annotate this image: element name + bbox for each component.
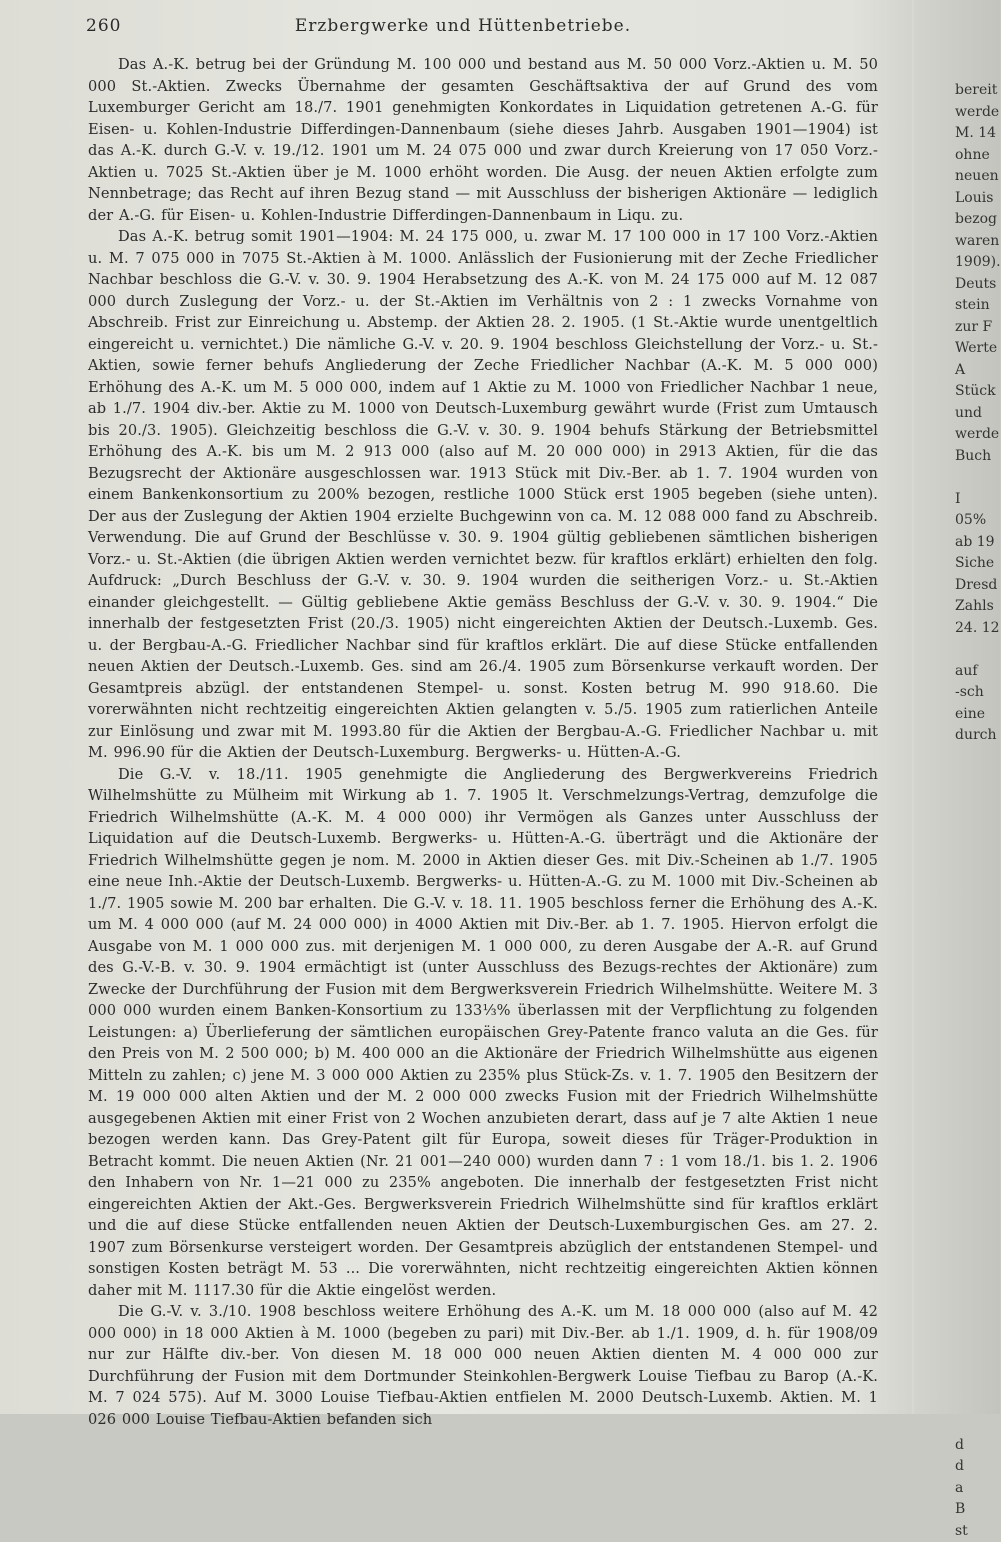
side-fragment: stein bbox=[955, 295, 1000, 317]
side-fragment: 1909). bbox=[955, 252, 1000, 274]
side-fragment bbox=[955, 983, 1000, 1005]
side-fragment: d bbox=[955, 1435, 1000, 1457]
adjacent-page-fragment bbox=[955, 80, 1000, 1380]
side-fragment: 05% bbox=[955, 510, 1000, 532]
side-fragment bbox=[955, 1155, 1000, 1177]
side-fragment: zur F bbox=[955, 317, 1000, 339]
side-fragment bbox=[955, 940, 1000, 962]
side-fragment: eine bbox=[955, 704, 1000, 726]
page-number: 260 bbox=[86, 16, 121, 36]
side-fragment bbox=[955, 1048, 1000, 1070]
side-fragment bbox=[955, 962, 1000, 984]
side-fragment: auf bbox=[955, 661, 1000, 683]
side-fragment bbox=[955, 1069, 1000, 1091]
side-fragment bbox=[955, 1241, 1000, 1263]
running-title: Erzbergwerke und Hüttenbetriebe. bbox=[88, 16, 838, 36]
side-fragment: A bbox=[955, 360, 1000, 382]
side-fragment: -sch bbox=[955, 682, 1000, 704]
side-fragment bbox=[955, 1091, 1000, 1113]
side-fragment bbox=[955, 854, 1000, 876]
paragraph: Die G.-V. v. 18./11. 1905 genehmigte die Angliederung des Bergwerkvereins Friedrich Wilhelmshütte zu Mülheim mit Wirkung ab 1. 7. 1905 lt. Verschmelzungs-Vertrag, demzufolge die Friedrich Wilhelmshütte (A.-K. M. 4 000 000) ihr Vermögen als Ganzes unter Ausschluss der Liquidation auf die Deutsch-Luxemb. Bergwerks- u. Hütten-A.-G. überträgt und die Aktionäre der Friedrich Wilhelmshütte gegen je nom. M. 2000 in Aktien dieser Ges. mit Div.-Scheinen ab 1./7. 1905 eine neue Inh.-Aktie der Deutsch-Luxemb. Bergwerks- u. Hütten-A.-G. zu M. 1000 mit Div.-Scheinen ab 1./7. 1905 sowie M. 200 bar erhalten. Die G.-V. v. 18. 11. 1905 beschloss ferner die Erhöhung des A.-K. um M. 4 000 000 (auf M. 24 000 000) in 4000 Aktien mit Div.-Ber. ab 1. 7. 1905. Hiervon erfolgt die Ausgabe von M. 1 000 000 zus. mit derjenigen M. 1 000 000, zu deren Ausgabe der A.-R. auf Grund des G.-V.-B. v. 30. 9. 1904 ermächtigt ist (unter Ausschluss des Bezugs-rechtes der Aktionäre) zum Zwecke der Durchführung der Fusion mit dem Bergwerksverein Friedrich Wilhelmshütte. Weitere M. 3 000 000 wurden einem Banken-Konsortium zu 133⅓% überlassen mit der Verpflichtung zu folgenden Leistungen: a) Überlieferung der sämtlichen europäischen Grey-Patente franco valuta an die Ges. für den Preis von M. 2 500 000; b) M. 400 000 an die Aktionäre der Friedrich Wilhelmshütte aus eigenen Mitteln zu zahlen; c) jene M. 3 000 000 Aktien zu 235% plus Stück-Zs. v. 1. 7. 1905 den Besitzern der M. 19 000 000 alten Aktien und der M. 2 000 000 zwecks Fusion mit der Friedrich Wilhelmshütte ausgegebenen Aktien mit einer Frist von 2 Wochen anzubieten derart, dass auf je 7 alte Aktien 1 neue bezogen werden kann. Das Grey-Patent gilt für Europa, soweit dieses für Träger-Produktion in Betracht kommt. Die neuen Aktien (Nr. 21 001—240 000) wurden dann 7 : 1 vom 18./1. bis 1. 2. 1906 den Inhabern von Nr. 1—21 000 zu 235% angeboten. Die innerhalb der festgesetzten Frist nicht eingereichten Aktien der Akt.-Ges. Bergwerksverein Friedrich Wilhelmshütte sind für kraftlos erklärt und die auf diese Stücke entfallenden neuen Aktien der Deutsch-Luxemburgischen Ges. am 27. 2. 1907 zum Börsenkurse versteigert worden. Der Gesamtpreis abzüglich der entstandenen Stempel- und sonstigen Kosten beträgt M. 53 ... Die vorerwähnten, nicht rechtzeitig eingereichten Aktien können daher mit M. 1117.30 für die Aktie eingelöst werden. bbox=[88, 764, 878, 1302]
side-fragment bbox=[955, 747, 1000, 769]
side-fragment bbox=[955, 1112, 1000, 1134]
side-fragment bbox=[955, 1177, 1000, 1199]
article-body bbox=[88, 54, 878, 1430]
side-fragment: werde bbox=[955, 424, 1000, 446]
page-gutter bbox=[912, 0, 914, 1414]
side-fragment bbox=[955, 833, 1000, 855]
side-fragment: st bbox=[955, 1521, 1000, 1542]
side-fragment: a bbox=[955, 1478, 1000, 1500]
side-fragment: waren bbox=[955, 231, 1000, 253]
side-fragment bbox=[955, 1263, 1000, 1285]
main-column bbox=[88, 14, 878, 1430]
side-fragment bbox=[955, 639, 1000, 661]
side-fragment: 24. 12 bbox=[955, 618, 1000, 640]
side-fragment bbox=[955, 876, 1000, 898]
side-fragment bbox=[955, 811, 1000, 833]
side-fragment bbox=[955, 790, 1000, 812]
side-fragment: Buch bbox=[955, 446, 1000, 468]
side-fragment bbox=[955, 1284, 1000, 1306]
side-fragment: bezog bbox=[955, 209, 1000, 231]
paragraph: Die G.-V. v. 3./10. 1908 beschloss weitere Erhöhung des A.-K. um M. 18 000 000 (also auf M. 42 000 000) in 18 000 Aktien à M. 1000 (begeben zu pari) mit Div.-Ber. ab 1./1. 1909, d. h. für 1908/09 nur zur Hälfte div.-ber. Von diesen M. 18 000 000 neuen Aktien dienten M. 4 000 000 zur Durchführung der Fusion mit dem Dortmunder Steinkohlen-Bergwerk Louise Tiefbau zu Barop (A.-K. M. 7 024 575). Auf M. 3000 Louise Tiefbau-Aktien entfielen M. 2000 Deutsch-Luxemb. Aktien. M. 1 026 000 Louise Tiefbau-Aktien befanden sich bbox=[88, 1301, 878, 1430]
side-fragment: ohne bbox=[955, 145, 1000, 167]
side-fragment bbox=[955, 1220, 1000, 1242]
side-fragment: Deuts bbox=[955, 274, 1000, 296]
side-fragment bbox=[955, 1327, 1000, 1349]
side-fragment: ab 19 bbox=[955, 532, 1000, 554]
side-fragment: B bbox=[955, 1499, 1000, 1521]
side-fragment: d bbox=[955, 1456, 1000, 1478]
side-fragment bbox=[955, 1392, 1000, 1414]
page-header bbox=[88, 14, 878, 54]
side-fragment: Dresd bbox=[955, 575, 1000, 597]
side-fragment bbox=[955, 1306, 1000, 1328]
side-fragment: Louis bbox=[955, 188, 1000, 210]
side-fragment: neuen bbox=[955, 166, 1000, 188]
side-fragment: I bbox=[955, 489, 1000, 511]
side-fragment bbox=[955, 1005, 1000, 1027]
paragraph: Das A.-K. betrug bei der Gründung M. 100 000 und bestand aus M. 50 000 Vorz.-Aktien u. M. 50 000 St.-Aktien. Zwecks Übernahme der gesamten Geschäftsaktiva der auf Grund des vom Luxemburger Gericht am 18./7. 1901 genehmigten Konkordates in Liquidation getretenen A.-G. für Eisen- u. Kohlen-Industrie Differdingen-Dannenbaum (siehe dieses Jahrb. Ausgaben 1901—1904) ist das A.-K. durch G.-V. v. 19./12. 1901 um M. 24 075 000 und zwar durch Kreierung von 17 050 Vorz.-Aktien u. 7025 St.-Aktien über je M. 1000 erhöht worden. Die Ausg. der neuen Aktien erfolgte zum Nennbetrage; das Recht auf ihren Bezug stand — mit Ausschluss der bisherigen Aktionäre — lediglich der A.-G. für Eisen- u. Kohlen-Industrie Differdingen-Dannenbaum in Liqu. zu. bbox=[88, 54, 878, 226]
side-fragment bbox=[955, 1026, 1000, 1048]
side-fragment: Zahls bbox=[955, 596, 1000, 618]
side-fragment bbox=[955, 768, 1000, 790]
paragraph: Das A.-K. betrug somit 1901—1904: M. 24 175 000, u. zwar M. 17 100 000 in 17 100 Vorz.-Aktien u. M. 7 075 000 in 7075 St.-Aktien à M. 1000. Anlässlich der Fusionierung mit der Zeche Friedlicher Nachbar beschloss die G.-V. v. 30. 9. 1904 Herabsetzung des A.-K. von M. 24 175 000 auf M. 12 087 000 durch Zuslegung der Vorz.- u. der St.-Aktien im Verhältnis von 2 : 1 zwecks Vornahme von Abschreib. Frist zur Einreichung u. Abstemp. der Aktien 28. 2. 1905. (1 St.-Aktie wurde unentgeltlich eingereicht u. vernichtet.) Die nämliche G.-V. v. 20. 9. 1904 beschloss Gleichstellung der Vorz.- u. St.-Aktien, sowie ferner behufs Angliederung der Zeche Friedlicher Nachbar (A.-K. M. 5 000 000) Erhöhung des A.-K. um M. 5 000 000, indem auf 1 Aktie zu M. 1000 von Friedlicher Nachbar 1 neue, ab 1./7. 1904 div.-ber. Aktie zu M. 1000 von Deutsch-Luxemburg gewährt wurde (Frist zum Umtausch bis 20./3. 1905). Gleichzeitig beschloss die G.-V. v. 30. 9. 1904 behufs Stärkung der Betriebsmittel Erhöhung des A.-K. bis um M. 2 913 000 (also auf M. 20 000 000) in 2913 Aktien, für die das Bezugsrecht der Aktionäre ausgeschlossen war. 1913 Stück mit Div.-Ber. ab 1. 7. 1904 wurden von einem Bankenkonsortium zu 200% bezogen, restliche 1000 Stück erst 1905 begeben (siehe unten). Der aus der Zuslegung der Aktien 1904 erzielte Buchgewinn von ca. M. 12 088 000 fand zu Abschreib. Verwendung. Die auf Grund der Beschlüsse v. 30. 9. 1904 gültig gebliebenen sämtlichen bisherigen Vorz.- u. St.-Aktien (die übrigen Aktien werden vernichtet bezw. für kraftlos erklärt) erhielten den folg. Aufdruck: „Durch Beschluss der G.-V. v. 30. 9. 1904 wurden die seitherigen Vorz.- u. St.-Aktien einander gleichgestellt. — Gültig gebliebene Aktie gemäss Beschluss der G.-V. v. 30. 9. 1904.“ Die innerhalb der festgesetzten Frist (20./3. 1905) nicht eingereichten Aktien der Deutsch.-Luxemb. Ges. u. der Bergbau-A.-G. Friedlicher Nachbar sind für kraftlos erklärt. Die auf diese Stücke entfallenden neuen Aktien der Deutsch.-Luxemb. Ges. sind am 26./4. 1905 zum Börsenkurse verkauft worden. Der Gesamtpreis abzügl. der entstandenen Stempel- u. sonst. Kosten betrug M. 990 918.60. Die vorerwähnten nicht rechtzeitig eingereichten Aktien gelangten v. 5./5. 1905 zum ratierlichen Anteile zur Einlösung und zwar mit M. 1993.80 für die Aktien der Bergbau-A.-G. Friedlicher Nachbar u. mit M. 996.90 für die Aktien der Deutsch-Luxemburg. Bergwerks- u. Hütten-A.-G. bbox=[88, 226, 878, 764]
side-fragment: bereit bbox=[955, 80, 1000, 102]
side-fragment bbox=[955, 467, 1000, 489]
side-fragment: Werte bbox=[955, 338, 1000, 360]
side-fragment: und bbox=[955, 403, 1000, 425]
side-fragment: durch bbox=[955, 725, 1000, 747]
side-fragment: Stück bbox=[955, 381, 1000, 403]
side-fragment: M. 14 bbox=[955, 123, 1000, 145]
side-fragment bbox=[955, 1349, 1000, 1371]
side-fragment bbox=[955, 1413, 1000, 1435]
side-fragment bbox=[955, 919, 1000, 941]
side-fragment bbox=[955, 1134, 1000, 1156]
side-fragment: Siche bbox=[955, 553, 1000, 575]
side-fragment bbox=[955, 1370, 1000, 1392]
side-fragment: werde bbox=[955, 102, 1000, 124]
side-fragment bbox=[955, 897, 1000, 919]
side-fragment bbox=[955, 1198, 1000, 1220]
